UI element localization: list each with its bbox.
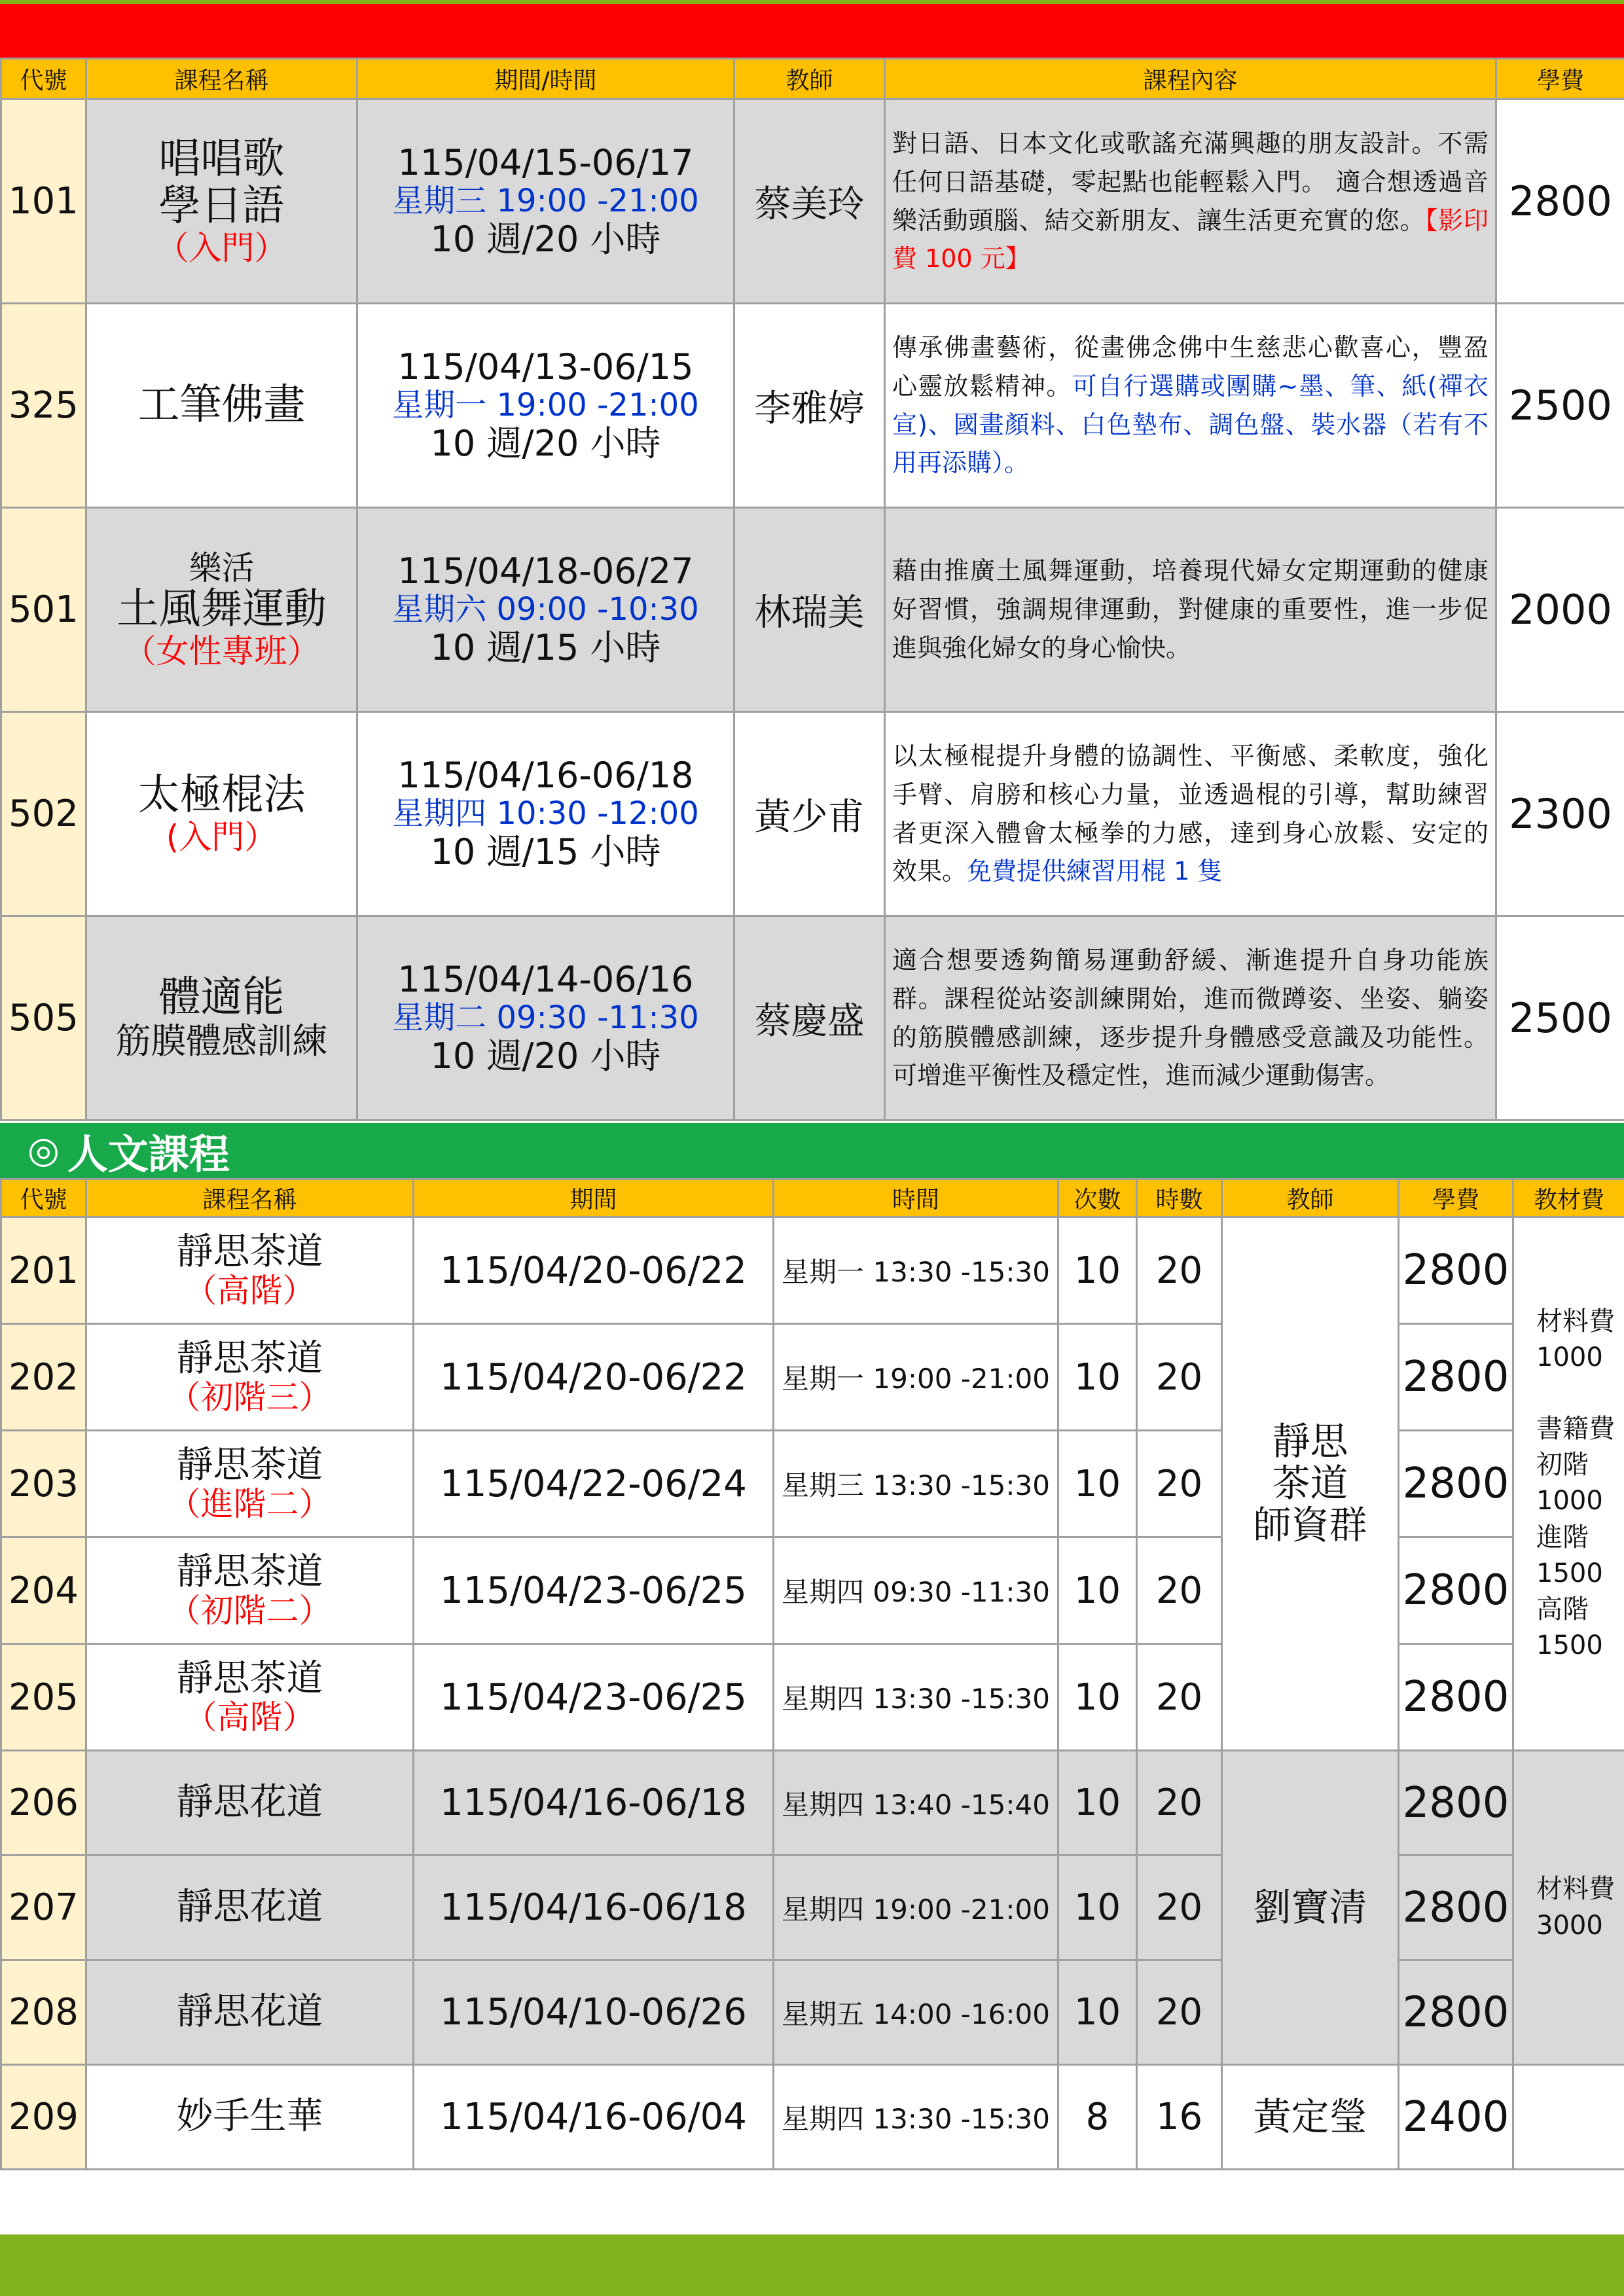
craft-teacher: 黃定瑩 xyxy=(1222,2065,1399,2170)
course-hours: 20 xyxy=(1137,1644,1222,1751)
course-period: 115/04/23-06/25 xyxy=(414,1644,774,1751)
course-level: （初階二） xyxy=(168,1592,332,1630)
course-schedule xyxy=(357,304,734,508)
material-line: 1500 xyxy=(1536,1630,1603,1661)
course-code: 209 xyxy=(1,2065,86,2170)
course-sessions: 10 xyxy=(1058,1644,1137,1751)
header-course-name: 課程名稱 xyxy=(86,59,357,99)
course-code: 207 xyxy=(1,1856,86,1960)
course-weeks: 10 週/15 小時 xyxy=(430,831,661,873)
table-row xyxy=(1,1217,1624,1324)
header-course-name: 課程名稱 xyxy=(86,1179,414,1217)
header-fee: 學費 xyxy=(1399,1179,1513,1217)
course-fee: 2800 xyxy=(1399,1217,1513,1324)
material-line: 進階 xyxy=(1536,1522,1589,1552)
course-code: 502 xyxy=(1,712,86,916)
course-level: （初階三） xyxy=(168,1378,332,1417)
course-teacher: 蔡慶盛 xyxy=(734,916,885,1121)
course-hours: 20 xyxy=(1137,1960,1222,2065)
course-name xyxy=(86,1217,414,1324)
course-teacher: 林瑞美 xyxy=(734,508,885,712)
course-fee: 2800 xyxy=(1399,1751,1513,1856)
tea-teacher-line: 靜思 xyxy=(1272,1419,1348,1464)
desc-note: 可自行選購或團購~墨、筆、紙(禪衣宣)、國畫顏料、白色墊布、調色盤、裝水器（若有不用再添購）。 xyxy=(892,371,1489,478)
course-teacher: 李雅婷 xyxy=(734,304,885,508)
material-line: 3000 xyxy=(1536,1910,1603,1941)
header-teacher: 教師 xyxy=(734,59,885,99)
section2-banner xyxy=(0,1123,1624,1178)
course-days: 星期三 19:00 -21:00 xyxy=(392,182,699,219)
course-period: 115/04/20-06/22 xyxy=(414,1217,774,1324)
course-schedule xyxy=(357,99,734,304)
course-sessions: 10 xyxy=(1058,1324,1137,1431)
course-code: 203 xyxy=(1,1431,86,1537)
tea-teacher xyxy=(1222,1217,1399,1751)
course-name-line: 太極棍法 xyxy=(137,770,306,819)
section1-banner xyxy=(0,4,1624,58)
desc-text: 藉由推廣土風舞運動，培養現代婦女定期運動的健康好習慣，強調規律運動，對健康的重要性，進一步促進與強化婦女的身心愉快。 xyxy=(892,556,1489,662)
course-description xyxy=(885,508,1496,712)
desc-note: 【影印費 100 元】 xyxy=(892,206,1489,274)
table-header-row xyxy=(1,1179,1624,1217)
course-sessions: 10 xyxy=(1058,1960,1137,2065)
desc-text: 以太極棍提升身體的協調性、平衡感、柔軟度，強化手臂、肩膀和核心力量，並透過棍的引導，幫助練習者更深入體會太極拳的力感，達到身心放鬆、安定的效果。 xyxy=(892,741,1489,886)
course-fee: 2300 xyxy=(1496,712,1624,916)
material-line: 書籍費 xyxy=(1536,1414,1615,1444)
course-hours: 20 xyxy=(1137,1856,1222,1960)
course-sessions: 10 xyxy=(1058,1751,1137,1856)
header-period: 期間 xyxy=(414,1179,774,1217)
course-name xyxy=(86,1537,414,1644)
course-schedule xyxy=(357,916,734,1121)
material-line: 初階 xyxy=(1536,1450,1589,1480)
course-period: 115/04/20-06/22 xyxy=(414,1324,774,1431)
material-spacer xyxy=(1536,1376,1624,1411)
table-row xyxy=(1,304,1624,508)
course-period: 115/04/22-06/24 xyxy=(414,1431,774,1537)
course-name: 妙手生華 xyxy=(86,2065,414,2170)
material-line: 1000 xyxy=(1536,1486,1603,1516)
course-code: 204 xyxy=(1,1537,86,1644)
course-period: 115/04/10-06/26 xyxy=(414,1960,774,2065)
course-name-line: 筋膜體感訓練 xyxy=(115,1020,328,1062)
course-time: 星期三 13:30 -15:30 xyxy=(774,1431,1058,1537)
course-period: 115/04/18-06/27 xyxy=(397,550,694,592)
course-teacher: 黃少甫 xyxy=(734,712,885,916)
course-description xyxy=(885,304,1496,508)
course-level: （高階） xyxy=(184,1272,316,1310)
course-fee: 2400 xyxy=(1399,2065,1513,2170)
course-level: (入門） xyxy=(166,818,278,857)
header-content: 課程內容 xyxy=(885,59,1496,99)
course-name xyxy=(86,304,357,508)
course-code: 205 xyxy=(1,1644,86,1751)
course-hours: 20 xyxy=(1137,1324,1222,1431)
course-days: 星期四 10:30 -12:00 xyxy=(392,795,699,832)
course-time: 星期五 14:00 -16:00 xyxy=(774,1960,1058,2065)
new-courses-table xyxy=(0,58,1624,1121)
table-header-row xyxy=(1,59,1624,99)
course-code: 208 xyxy=(1,1960,86,2065)
course-time: 星期四 09:30 -11:30 xyxy=(774,1537,1058,1644)
course-hours: 16 xyxy=(1137,2065,1222,2170)
header-teacher: 教師 xyxy=(1222,1179,1399,1217)
course-name-line: 靜思茶道 xyxy=(176,1336,323,1380)
course-code: 101 xyxy=(1,99,86,304)
course-time: 星期一 19:00 -21:00 xyxy=(774,1324,1058,1431)
course-fee: 2500 xyxy=(1496,304,1624,508)
table-row xyxy=(1,99,1624,304)
course-weeks: 10 週/20 小時 xyxy=(430,219,661,260)
course-name xyxy=(86,1324,414,1431)
course-weeks: 10 週/15 小時 xyxy=(430,627,661,669)
header-fee: 學費 xyxy=(1496,59,1624,99)
flower-material-fee xyxy=(1513,1751,1624,2065)
course-name-line: 土風舞運動 xyxy=(117,584,327,634)
material-line: 高階 xyxy=(1536,1594,1589,1624)
course-time: 星期四 13:30 -15:30 xyxy=(774,2065,1058,2170)
course-period: 115/04/13-06/15 xyxy=(397,346,694,387)
course-days: 星期六 09:00 -10:30 xyxy=(392,590,699,628)
course-name xyxy=(86,712,357,916)
course-description xyxy=(885,99,1496,304)
course-fee: 2000 xyxy=(1496,508,1624,712)
course-code: 505 xyxy=(1,916,86,1121)
course-name xyxy=(86,508,357,712)
tea-teacher-line: 師資群 xyxy=(1253,1502,1367,1547)
course-level: （高階） xyxy=(184,1698,316,1737)
bullseye-icon: ◎ xyxy=(27,9,60,52)
course-name-line: 靜思茶道 xyxy=(176,1443,323,1486)
course-time: 星期四 13:30 -15:30 xyxy=(774,1644,1058,1751)
header-material-fee: 教材費 xyxy=(1513,1179,1624,1217)
course-fee: 2500 xyxy=(1496,916,1624,1121)
table-row xyxy=(1,1751,1624,1856)
course-name: 靜思花道 xyxy=(86,1960,414,2065)
course-period: 115/04/16-06/18 xyxy=(414,1856,774,1960)
material-line: 材料費 xyxy=(1536,1306,1615,1336)
course-name-line: 靜思茶道 xyxy=(176,1230,323,1273)
section1-note: （新開課程優惠，下一期恢復原價） xyxy=(233,16,674,48)
course-time: 星期一 13:30 -15:30 xyxy=(774,1217,1058,1324)
desc-note: 免費提供練習用棍 1 隻 xyxy=(967,857,1223,886)
course-fee: 2800 xyxy=(1399,1644,1513,1751)
course-level: （進階二） xyxy=(168,1485,332,1524)
course-weeks: 10 週/20 小時 xyxy=(430,423,661,465)
course-name-line: 學日語 xyxy=(158,181,285,230)
course-name: 靜思花道 xyxy=(86,1751,414,1856)
header-code: 代號 xyxy=(1,59,86,99)
bullseye-icon: ◎ xyxy=(27,1129,60,1172)
course-name-line: 體適能 xyxy=(158,973,285,1022)
header-sessions: 次數 xyxy=(1058,1179,1137,1217)
course-period: 115/04/23-06/25 xyxy=(414,1537,774,1644)
course-fee: 2800 xyxy=(1399,1856,1513,1960)
course-code: 202 xyxy=(1,1324,86,1431)
course-name-line: 樂活 xyxy=(189,548,255,587)
course-name: 靜思花道 xyxy=(86,1856,414,1960)
course-name-line: 工筆佛畫 xyxy=(137,380,306,429)
course-fee: 2800 xyxy=(1496,99,1624,304)
course-fee: 2800 xyxy=(1399,1324,1513,1431)
table-row xyxy=(1,916,1624,1121)
course-hours: 20 xyxy=(1137,1431,1222,1537)
course-name-line: 唱唱歌 xyxy=(158,134,285,183)
course-name-line: 靜思茶道 xyxy=(176,1550,323,1593)
flower-teacher: 劉寶清 xyxy=(1222,1751,1399,2065)
course-code: 206 xyxy=(1,1751,86,1856)
course-description xyxy=(885,916,1496,1121)
course-schedule xyxy=(357,712,734,916)
header-code: 代號 xyxy=(1,1179,86,1217)
course-days: 星期二 09:30 -11:30 xyxy=(392,999,699,1036)
header-period-time: 期間/時間 xyxy=(357,59,734,99)
table-row xyxy=(1,2065,1624,2170)
section1-title: 新開課程 xyxy=(67,10,230,58)
course-sessions: 10 xyxy=(1058,1856,1137,1960)
course-code: 325 xyxy=(1,304,86,508)
course-sessions: 10 xyxy=(1058,1537,1137,1644)
course-hours: 20 xyxy=(1137,1217,1222,1324)
craft-material-fee xyxy=(1513,2065,1624,2170)
desc-text: 傳承佛畫藝術，從畫佛念佛中生慈悲心歡喜心，豐盈心靈放鬆精神。 xyxy=(892,332,1489,401)
course-sessions: 8 xyxy=(1058,2065,1137,2170)
course-hours: 20 xyxy=(1137,1537,1222,1644)
course-level: （入門） xyxy=(156,229,287,268)
course-hours: 20 xyxy=(1137,1751,1222,1856)
course-name xyxy=(86,99,357,304)
material-line: 1500 xyxy=(1536,1558,1603,1588)
course-name xyxy=(86,1644,414,1751)
course-period: 115/04/14-06/16 xyxy=(397,958,694,1000)
course-code: 201 xyxy=(1,1217,86,1324)
desc-text: 對日語、日本文化或歌謠充滿興趣的朋友設計。不需任何日語基礎，零起點也能輕鬆入門。 適合想透過音樂活動頭腦、結交新朋友、讓生活更充實的您。 xyxy=(892,128,1489,235)
course-description xyxy=(885,712,1496,916)
course-fee: 2800 xyxy=(1399,1960,1513,2065)
section2-title: 人文課程 xyxy=(67,1130,230,1178)
course-period: 115/04/16-06/04 xyxy=(414,2065,774,2170)
table-row xyxy=(1,712,1624,916)
course-days: 星期一 19:00 -21:00 xyxy=(392,386,699,423)
course-schedule xyxy=(357,508,734,712)
course-period: 115/04/16-06/18 xyxy=(414,1751,774,1856)
course-fee: 2800 xyxy=(1399,1537,1513,1644)
tea-material-fee xyxy=(1513,1217,1624,1751)
course-name xyxy=(86,916,357,1121)
course-period: 115/04/16-06/18 xyxy=(397,754,694,796)
material-line: 材料費 xyxy=(1536,1874,1615,1905)
tea-teacher-line: 茶道 xyxy=(1272,1461,1348,1506)
course-code: 501 xyxy=(1,508,86,712)
course-sessions: 10 xyxy=(1058,1217,1137,1324)
course-teacher: 蔡美玲 xyxy=(734,99,885,304)
header-hours: 時數 xyxy=(1137,1179,1222,1217)
header-time: 時間 xyxy=(774,1179,1058,1217)
course-name-line: 靜思茶道 xyxy=(176,1657,323,1700)
course-name xyxy=(86,1431,414,1537)
humanities-courses-table xyxy=(0,1178,1624,2170)
course-sessions: 10 xyxy=(1058,1431,1137,1537)
course-fee: 2800 xyxy=(1399,1431,1513,1537)
course-level: （女性專班） xyxy=(123,632,320,671)
table-row xyxy=(1,508,1624,712)
desc-text: 適合想要透夠簡易運動舒緩、漸進提升自身功能族群。課程從站姿訓練開始，進而微蹲姿、坐姿、躺姿的筋膜體感訓練，逐步提升身體感受意識及功能性。可增進平衡性及穩定性，進而減少運動傷害。 xyxy=(892,945,1489,1090)
course-time: 星期四 13:40 -15:40 xyxy=(774,1751,1058,1856)
course-period: 115/04/15-06/17 xyxy=(397,141,694,183)
course-weeks: 10 週/20 小時 xyxy=(430,1035,661,1077)
material-line: 1000 xyxy=(1536,1342,1603,1372)
course-time: 星期四 19:00 -21:00 xyxy=(774,1856,1058,1960)
